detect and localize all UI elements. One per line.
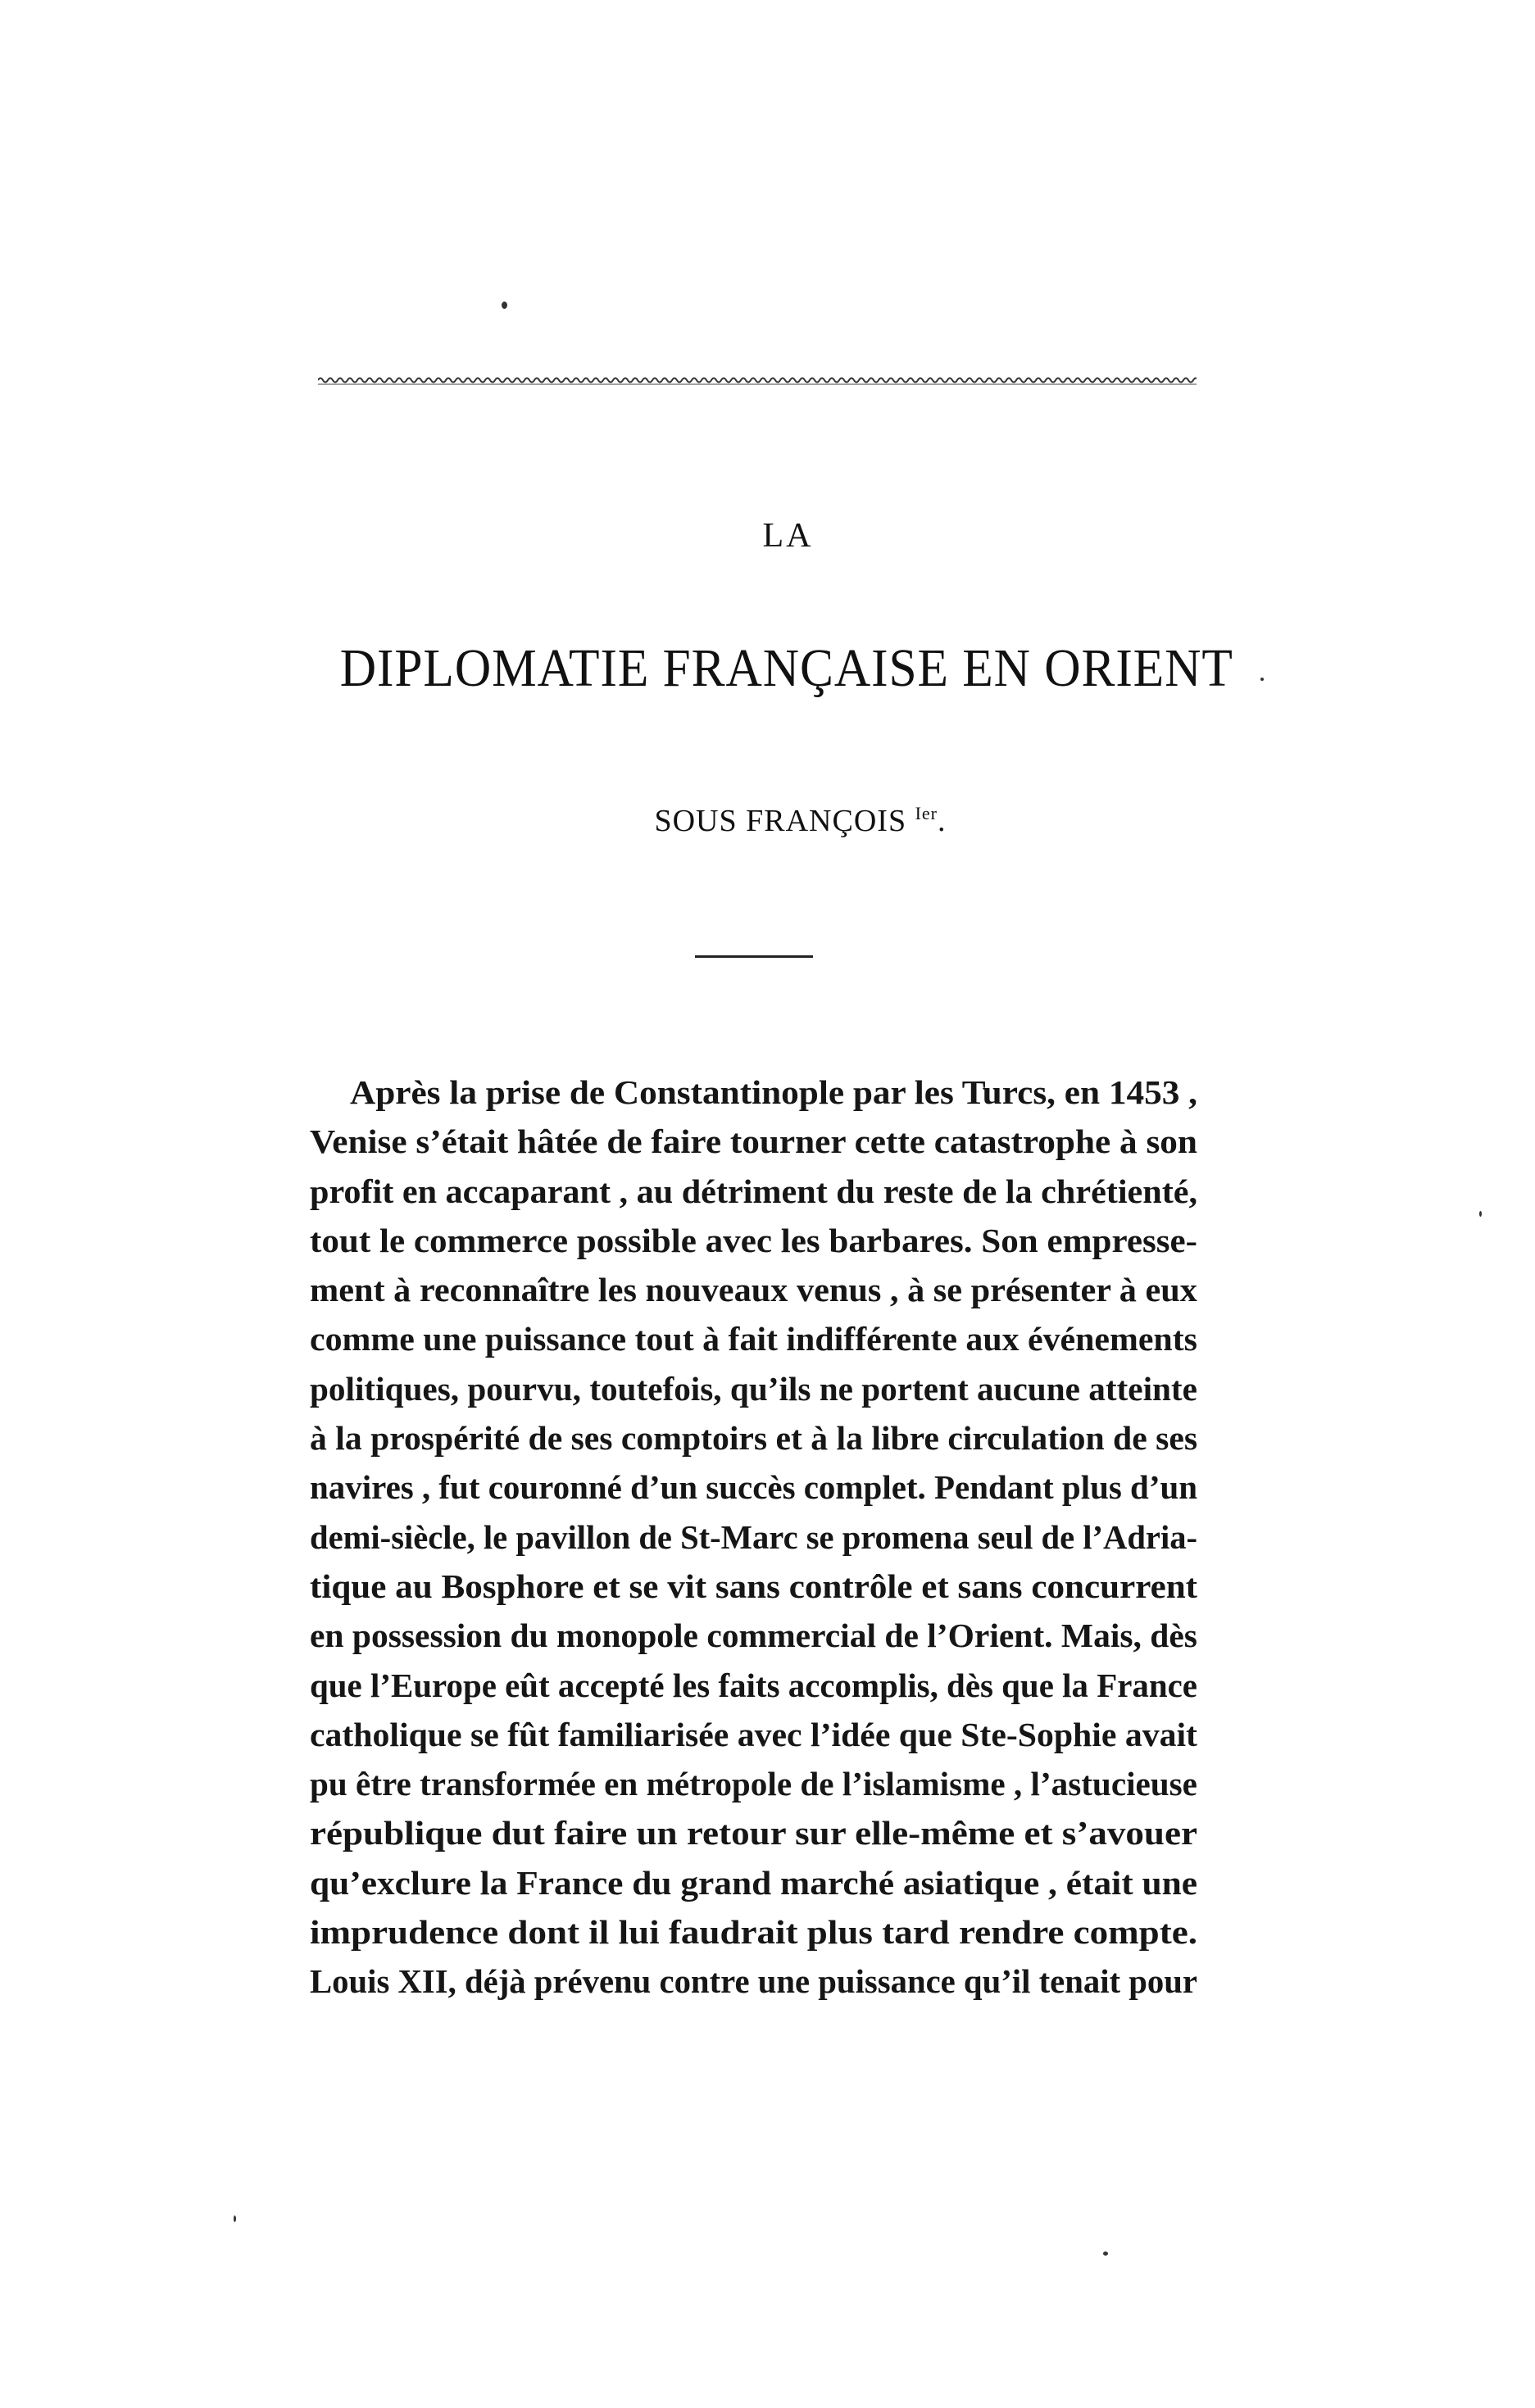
text-line: demi-siècle, le pavillon de St-Marc se promena seul de l’Adria- xyxy=(310,1517,1198,1556)
text-line: ment à reconnaître les nouveaux venus , à se présenter à eux xyxy=(310,1271,1197,1309)
title-article: LA xyxy=(762,517,814,555)
subtitle-period: . xyxy=(938,804,947,838)
text-line: Après la prise de Constantinople par les Turcs, en 1453 , xyxy=(350,1073,1197,1111)
print-speck xyxy=(502,302,507,309)
text-line: profit en accaparant , au détriment du reste de la chrétienté, xyxy=(310,1172,1198,1210)
subtitle-superscript: Ier xyxy=(915,803,938,823)
subtitle-text: SOUS FRANÇOIS xyxy=(654,804,907,838)
text-line: à la prospérité de ses comptoirs et à la libre circulation de ses xyxy=(310,1419,1198,1458)
text-line: tout le commerce possible avec les barbares. Son empresse- xyxy=(310,1221,1197,1259)
text-line: navires , fut couronné d’un succès complet. Pendant plus d’un xyxy=(310,1468,1198,1507)
text-line: Louis XII, déjà prévenu contre une puissance qu’il tenait pour xyxy=(310,1962,1198,2001)
print-speck xyxy=(234,2215,236,2222)
section-divider xyxy=(695,955,813,958)
text-line: que l’Europe eût accepté les faits accomplis, dès que la France xyxy=(310,1666,1197,1704)
subtitle xyxy=(0,803,1535,839)
print-speck xyxy=(1260,678,1264,681)
main-title: DIPLOMATIE FRANÇAISE EN ORIENT xyxy=(339,638,1233,698)
print-speck xyxy=(1103,2252,1108,2256)
text-line: tique au Bosphore et se vit sans contrôle et sans concurrent xyxy=(310,1567,1198,1605)
body-paragraph xyxy=(310,1068,1197,2007)
text-line: qu’exclure la France du grand marché asiatique , était une xyxy=(310,1863,1198,1902)
text-line: pu être transformée en métropole de l’islamisme , l’astucieuse xyxy=(310,1765,1197,1803)
text-line: catholique se fût familiarisée avec l’idée que Ste-Sophie avait xyxy=(310,1715,1197,1753)
ornamental-header-rule xyxy=(318,375,1197,387)
text-line: politiques, pourvu, toutefois, qu’ils ne portent aucune atteinte xyxy=(310,1369,1197,1408)
print-speck xyxy=(1479,1211,1482,1217)
text-line: imprudence dont il lui faudrait plus tard rendre compte. xyxy=(310,1913,1197,1952)
text-line: en possession du monopole commercial de l’Orient. Mais, dès xyxy=(310,1617,1197,1655)
text-line: république dut faire un retour sur elle-même et s’avouer xyxy=(310,1814,1197,1852)
text-line: Venise s’était hâtée de faire tourner cette catastrophe à son xyxy=(310,1122,1197,1161)
text-line: comme une puissance tout à fait indifférente aux événements xyxy=(310,1320,1197,1358)
